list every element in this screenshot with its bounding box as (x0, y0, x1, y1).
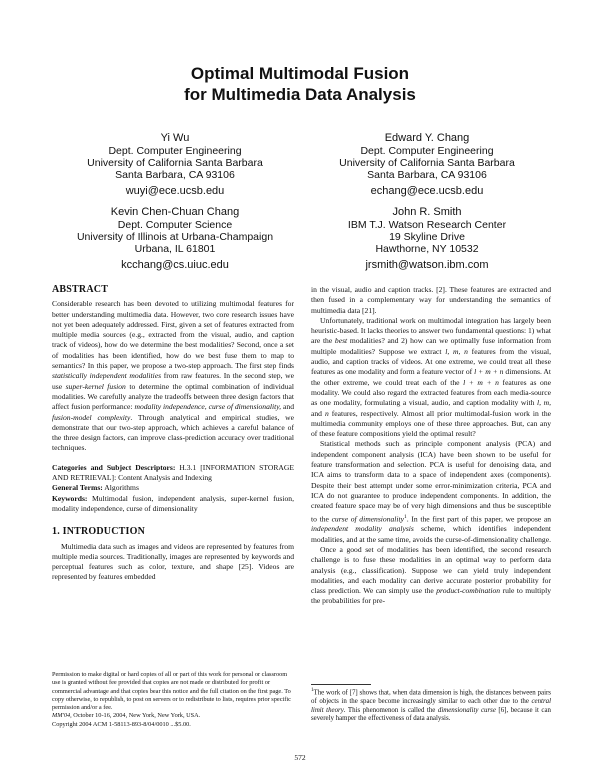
abstract-heading: ABSTRACT (52, 284, 109, 295)
author-address: Hawthorne, NY 10532 (375, 243, 479, 255)
general-terms: General Terms: Algorithms (52, 483, 139, 493)
body-paragraph: Statistical methods such as principle component analysis (PCA) and independent component analysis (ICA) have been shown to be useful for feature transformation and selection. PCA is useful for denoising data, and ICA aims to transform data to a space of independent axes (components). Despite their best attempt under some error-minimization criteria, PCA and ICA do not guarantee to produce independent components. In addition, the created feature space may be of very high dimensions and thus be susceptible to the curse of dimensionality$^1$. In the first part of this paper, we propose an independent modality analysis scheme, which identifies independent modalities, and at the same time, avoids the curse-of-dimensionality challenge. (311, 439, 551, 544)
author-name: John R. Smith (392, 206, 462, 218)
intro-continuation: in the visual, audio and caption tracks. [2]. These features are extracted and then fused in a complementary way for understanding the semantics of multimedia data [21]. (311, 285, 551, 315)
author-email: kcchang@cs.uiuc.edu (121, 259, 229, 271)
categories-descriptors: Categories and Subject Descriptors: H.3.1 [INFORMATION STORAGE AND RETRIEVAL]: Content Analysis and Indexing (52, 462, 294, 483)
copyright-line: Copyright 2004 ACM 1-58113-893-8/04/0010 ...$5.00. (52, 720, 191, 728)
author-block-1 (50, 131, 300, 199)
author-name: Edward Y. Chang (384, 132, 470, 144)
author-dept: Dept. Computer Engineering (108, 145, 242, 157)
permission-text: Permission to make digital or hard copies of all or part of this work for personal or classroom use is granted without fee provided that copies are not made or distributed for profit or commercial advantage and that copies bear this notice and the full citation on the first page. To copy otherwise, to republish, to post on servers or to redistribute to lists, requires prior specific permission and/or a fee. (52, 671, 291, 712)
abstract-paragraph: Considerable research has been devoted to utilizing multimodal features for better understanding multimedia data. However, two core research issues have not yet been adequately addressed. First, given a set of features extracted from multiple media sources (e.g., extracted from the visual, audio, and caption track of videos), how do we determine the best modalities? Second, once a set of modalities has been identified, how do we best fuse them to map to semantics? In this paper, we propose a two-step approach. The first step finds statistically independent modalities from raw features. In the second step, we use super-kernel fusion to determine the optimal combination of individual modalities. We carefully analyze the tradeoffs between three design factors that affect fusion performance: modality independence, curse of dimensionality, and fusion-model complexity. Through analytical and empirical studies, we demonstrate that our two-step approach, which achieves a careful balance of the three design factors, can improve class-prediction accuracy over traditional techniques. (52, 299, 294, 453)
body-paragraph: Unfortunately, traditional work on multimodal integration has largely been heuristic-based. It lacks theories to answer two fundamental questions: 1) what are the best modalities? and 2) how can we optimally fuse information from multiple modalities? Suppose we extract l, m, n features from the visual, audio, and caption tracks of videos. At one extreme, we could treat all these features as one modality and form a feature vector of l + m + n dimensions. At the other extreme, we could treat each of the l + m + n features as one modality. We could also regard the extracted features from each media-source as one modality, formulating a visual, audio, and caption modality with l, m, and n features, respectively. Almost all prior multimodal-fusion work in the multimedia community employs one of these three approaches. But, can any of these feature compositions yield the optimal result? (311, 315, 552, 439)
footnote-reference: 1 (404, 513, 407, 520)
author-affiliation: 19 Skyline Drive (389, 231, 465, 243)
author-address: Urbana, IL 61801 (134, 243, 216, 255)
author-dept: Dept. Computer Engineering (360, 145, 494, 157)
intro-paragraph: Multimedia data such as images and videos are represented by features from multiple media sources. Traditionally, images are represented by keywords and perceptual features such as color, texture, and shape [25]. Videos are represented by features embedded (52, 541, 294, 582)
title-line-2: for Multimedia Data Analysis (184, 85, 416, 104)
paper-title (0, 63, 600, 105)
left-column (52, 285, 294, 583)
footnote: $^1$The work of [7] shows that, when data dimension is high, the distances between pairs of objects in the space become increasingly similar to each other due to the central limit theory. This phenomenon is called the dimensionality curse [6], because it can severely hamper the effectiveness of data analysis. (311, 688, 551, 723)
author-email: jrsmith@watson.ibm.com (365, 259, 489, 271)
author-email: wuyi@ece.ucsb.edu (125, 185, 225, 197)
author-name: Kevin Chen-Chuan Chang (110, 206, 240, 218)
permission-notice (52, 671, 294, 729)
right-column (311, 285, 551, 607)
conference-info: MM'04, October 10-16, 2004, New York, New York, USA. (52, 712, 201, 720)
author-block-4 (302, 205, 552, 273)
author-affiliation: University of California Santa Barbara (339, 157, 515, 169)
author-affiliation: University of Illinois at Urbana-Champaign (76, 231, 274, 243)
author-address: Santa Barbara, CA 93106 (367, 169, 487, 181)
author-name: Yi Wu (160, 132, 190, 144)
author-dept: Dept. Computer Science (117, 219, 233, 231)
author-block-3 (50, 205, 300, 273)
keywords: Keywords: Multimodal fusion, independent analysis, super-kernel fusion, modality independence, curse of dimensionality (52, 493, 294, 513)
author-affiliation: University of California Santa Barbara (87, 157, 263, 169)
page-number: 572 (294, 753, 306, 762)
footnote-mark: 1 (311, 688, 314, 693)
author-email: echang@ece.ucsb.edu (370, 185, 484, 197)
author-address: Santa Barbara, CA 93106 (115, 169, 235, 181)
author-dept: IBM T.J. Watson Research Center (347, 219, 507, 231)
author-block-2 (302, 131, 552, 199)
footnote-divider (311, 684, 371, 685)
introduction-heading: 1. INTRODUCTION (52, 526, 146, 538)
title-line-1: Optimal Multimodal Fusion (190, 64, 410, 83)
body-paragraph: Once a good set of modalities has been identified, the second research challenge is to fuse these modalities in an optimal way to perform data analysis (e.g., classification). Suppose we can yield truly independent modalities, and each modality can derive accurate posterior probability for class prediction. We can simply use the product-combination rule to multiply the probabilities for pre- (311, 544, 551, 606)
